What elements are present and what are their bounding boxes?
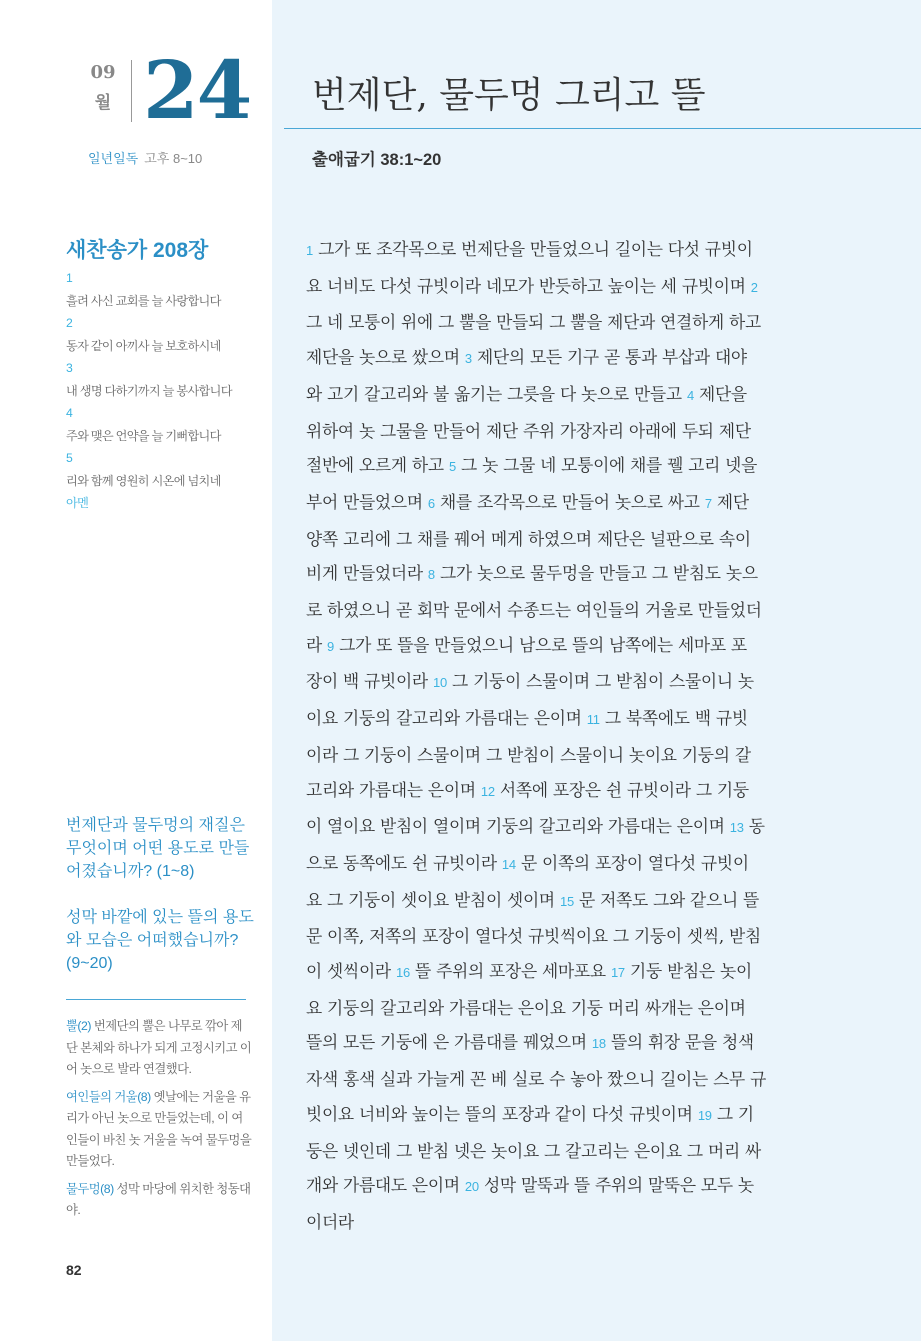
scripture-line [306,485,811,522]
verse-text: 성막 말뚝과 뜰 주위의 말뚝은 모두 놋 [478,1175,754,1196]
verse-text: 그 기둥이 스물이며 그 받침이 스물이니 놋 [446,671,754,692]
verse-number: 1 [66,271,73,285]
verse-text: 와 고기 갈고리와 불 옮기는 그릇을 다 놋으로 만들고 [306,383,687,404]
verse-text: 제단의 모든 기구 곧 통과 부삽과 대야 [471,347,747,368]
date-divider [131,60,132,122]
scripture-line [306,448,811,485]
scripture-line [306,1205,811,1240]
scripture-line [306,809,811,846]
hymn-line [66,357,252,380]
verse-text: 그가 또 뜰을 만들었으니 남으로 뜰의 남쪽에는 세마포 포 [334,634,747,655]
verse-number: 2 [66,316,73,330]
verse-text: 이라 그 기둥이 스물이며 그 받침이 스물이니 놋이요 기둥의 갈 [306,744,751,765]
verse-number: 11 [586,712,600,728]
verse-text: 요 너비도 다섯 규빗이라 네모가 반듯하고 높이는 세 규빗이며 [306,275,751,296]
scripture-line [306,701,811,738]
verse-number: 8 [427,567,435,583]
hymn-line [66,267,252,290]
scripture-line [306,991,811,1026]
scripture-line [306,954,811,991]
verse-number: 18 [591,1036,606,1052]
verse-text: 문 이쪽의 포장이 열다섯 규빗이 [515,852,749,873]
scripture-line [306,738,811,773]
hymn-title: 새찬송가 208장 [66,239,209,262]
verse-text: 비게 만들었더라 [306,563,428,584]
scripture-line [306,1025,811,1062]
hymn-line [66,290,252,313]
verse-number: 19 [697,1107,712,1123]
verse-text: 그가 놋으로 물두멍을 만들고 그 받침도 놋으 [434,563,758,584]
verse-number: 3 [66,361,73,375]
hymn-amen: 아멘 [66,496,89,510]
note-term: 물두멍(8) [66,1181,114,1196]
verse-number: 13 [729,820,744,836]
hymn-lyrics [66,267,252,515]
verse-text: 그가 또 조각목으로 번제단을 만들었으니 길이는 다섯 규빗이 [312,239,753,259]
scripture-line [306,846,811,883]
note-item [66,1087,252,1173]
hymn-line [66,447,252,470]
day-number: 24 [143,43,251,137]
verse-text: 고리와 가름대는 은이며 [306,779,481,800]
verse-number: 6 [427,495,435,511]
verse-number: 17 [610,965,625,981]
scripture-line [306,269,811,306]
verse-number: 16 [395,965,410,981]
scripture-line [306,305,811,340]
glossary-notes [66,1016,252,1228]
annual-reading [88,148,202,167]
note-text: 성막 마당에 위치한 청동대야. [66,1181,251,1217]
scripture-reference: 출애굽기 38:1~20 [312,151,442,169]
verse-text: 흘려 사신 교회를 늘 사랑합니다 [66,293,221,308]
verse-text: 이 열이요 받침이 열이며 기둥의 갈고리와 가름대는 은이며 [306,816,730,837]
scripture-line [306,664,811,701]
hymn-line [66,335,252,358]
verse-text: 장이 백 규빗이라 [306,671,433,692]
verse-number: 10 [432,675,447,691]
scripture-line [306,628,811,665]
verse-number: 2 [750,279,758,295]
verse-number: 7 [704,495,712,511]
verse-text: 뜰의 모든 기둥에 은 가름대를 꿰었으며 [306,1032,592,1053]
question-1: 번제단과 물두멍의 재질은 무엇이며 어떤 용도로 만들어졌습니까? (1~8) [66,817,250,880]
scripture-line [306,773,811,810]
verse-text: 기둥 받침은 놋이 [624,961,752,982]
reading-label: 일년일독 [88,151,139,166]
verse-number: 3 [464,351,472,367]
verse-text: 개와 가름대도 은이며 [306,1175,465,1196]
verse-text: 뜰 주위의 포장은 세마포요 [409,961,611,982]
verse-text: 위하여 놋 그물을 만들어 제단 주위 가장자리 아래에 두되 제단 [306,420,751,441]
verse-number: 4 [66,406,73,420]
verse-text: 문 이쪽, 저쪽의 포장이 열다섯 규빗씩이요 그 기둥이 셋씩, 받침 [306,926,761,947]
scripture-line [306,522,811,557]
verse-text: 그 놋 그물 네 모퉁이에 채를 꿸 고리 넷을 [455,455,758,476]
verse-text: 제단을 [693,383,747,404]
verse-text: 자색 홍색 실과 가늘게 꼰 베 실로 수 놓아 짰으니 길이는 스무 규 [306,1069,767,1090]
verse-text: 부어 만들었으며 [306,491,428,512]
note-item [66,1179,252,1222]
question-2: 성막 바깥에 있는 뜰의 용도와 모습은 어떠했습니까? (9~20) [66,909,254,972]
verse-text: 문 저쪽도 그와 같으니 뜰 [573,889,759,910]
month-box [86,62,120,114]
verse-number: 5 [448,459,456,475]
scripture-body [306,232,811,1240]
scripture-line [306,1134,811,1169]
verse-text: 내 생명 다하기까지 늘 봉사합니다 [66,383,232,398]
hymn-line [66,380,252,403]
month-number: 09 [90,62,116,83]
scripture-line [306,232,811,269]
verse-text: 제단을 놋으로 쌌으며 [306,347,465,368]
title-underline [284,128,921,129]
verse-text: 라 [306,634,328,655]
verse-text: 뜰의 휘장 문을 청색 [605,1032,754,1053]
verse-number: 14 [501,856,516,872]
verse-number: 12 [480,783,495,799]
verse-text: 그 기 [711,1103,754,1124]
verse-text: 리와 함께 영원히 시온에 넘치네 [66,473,221,488]
hymn-line [66,402,252,425]
note-item [66,1016,252,1081]
reading-ref: 고후 8~10 [144,151,203,166]
verse-text: 제단 [711,491,749,512]
verse-text: 요 그 기둥이 셋이요 받침이 셋이며 [306,889,560,910]
hymn-line [66,312,252,335]
notes-divider [66,999,246,1000]
scripture-line [306,593,811,628]
verse-number: 20 [464,1179,479,1195]
scripture-line [306,1062,811,1097]
scripture-line [306,377,811,414]
verse-text: 그 북쪽에도 백 규빗 [599,708,748,729]
scripture-line [306,883,811,920]
verse-text: 빗이요 너비와 높이는 뜰의 포장과 같이 다섯 규빗이며 [306,1103,698,1124]
verse-number: 5 [66,451,73,465]
scripture-line [306,340,811,377]
verse-text: 동 [743,816,765,837]
verse-text: 양쪽 고리에 그 채를 꿰어 메게 하였으며 제단은 널판으로 속이 [306,528,751,549]
hymn-line [66,470,252,493]
verse-text: 주와 맺은 언약을 늘 기뻐합니다 [66,428,221,443]
verse-number: 15 [559,893,574,909]
verse-text: 으로 동쪽에도 쉰 규빗이라 [306,852,502,873]
verse-text: 요 기둥의 갈고리와 가름대는 은이요 기둥 머리 싸개는 은이며 [306,997,746,1018]
month-label: 월 [94,93,112,113]
scripture-line [306,1168,811,1205]
note-term: 뿔(2) [66,1019,91,1033]
scripture-line [306,919,811,954]
verse-text: 둥은 넷인데 그 받침 넷은 놋이요 그 갈고리는 은이요 그 머리 싸 [306,1140,761,1161]
verse-text: 이요 기둥의 갈고리와 가름대는 은이며 [306,708,587,729]
verse-text: 이 셋씩이라 [306,961,396,982]
hymn-line [66,425,252,448]
verse-text: 절반에 오르게 하고 [306,455,449,476]
scripture-line [306,414,811,449]
scripture-line [306,556,811,593]
page-title: 번제단, 물두멍 그리고 뜰 [312,75,706,116]
verse-text: 동자 같이 아끼사 늘 보호하시네 [66,338,221,353]
verse-text: 이더라 [306,1211,354,1232]
verse-number: 1 [306,243,313,258]
verse-text: 그 네 모퉁이 위에 그 뿔을 만들되 그 뿔을 제단과 연결하게 하고 [306,312,761,333]
verse-text: 채를 조각목으로 만들어 놋으로 싸고 [434,491,705,512]
verse-number: 4 [686,387,694,403]
scripture-line [306,1097,811,1134]
note-text: 번제단의 뿔은 나무로 깎아 제단 본체와 하나가 되게 고정시키고 이어 놋으로 발라 연결했다. [66,1019,252,1076]
verse-text: 서쪽에 포장은 쉰 규빗이라 그 기둥 [494,779,749,800]
page-number: 82 [66,1262,82,1278]
verse-text: 로 하였으니 곧 회막 문에서 수종드는 여인들의 거울로 만들었더 [306,600,762,621]
verse-number: 9 [327,638,335,654]
note-text: 옛날에는 거울을 유리가 아닌 놋으로 만들었는데, 이 여인들이 바친 놋 거울을 녹여 물두멍을 만들었다. [66,1089,252,1168]
note-term: 여인들의 거울(8) [66,1089,151,1104]
